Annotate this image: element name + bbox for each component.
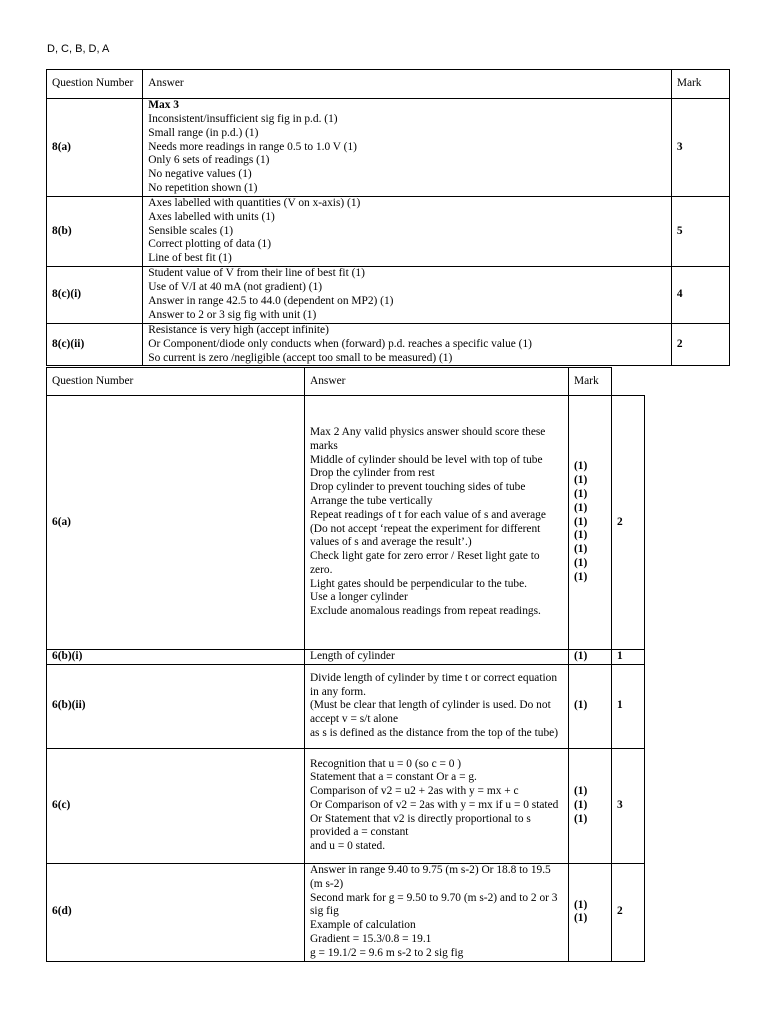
mark-total: 1	[612, 664, 645, 748]
answer-line: Or Component/diode only conducts when (forward) p.d. reaches a specific value (1)	[148, 337, 532, 350]
mark-item: (1)	[574, 785, 588, 798]
mark-total: 3	[612, 748, 645, 863]
answer-line: No negative values (1)	[148, 168, 252, 181]
mark-item: (1)	[574, 812, 588, 825]
mark-item: (1)	[574, 650, 588, 662]
mark-item: (1)	[574, 501, 588, 514]
question-number: 8(c)(ii)	[47, 324, 143, 366]
answer-line: Small range (in p.d.) (1)	[148, 126, 259, 139]
table-row	[47, 267, 730, 324]
answer-line: Divide length of cylinder by time t or correct equation in any form.	[310, 671, 558, 698]
mark-scheme-table-q6	[46, 367, 645, 962]
answer-cell	[143, 197, 672, 267]
answer-line: Use a longer cylinder	[310, 591, 408, 604]
answer-line: as s is defined as the distance from the top of the tube)	[310, 726, 558, 739]
mark-item: (1)	[574, 798, 588, 811]
answer-line: Needs more readings in range 0.5 to 1.0 V (1)	[148, 140, 357, 153]
table-row	[47, 650, 645, 665]
answer-cell	[305, 396, 569, 650]
header-question-number: Question Number	[47, 368, 305, 396]
header-answer: Answer	[305, 368, 569, 396]
answer-line: Sensible scales (1)	[148, 224, 234, 237]
question-number: 6(b)(i)	[47, 650, 305, 665]
answer-key-header: D, C, B, D, A	[47, 43, 110, 55]
mark-column	[569, 748, 612, 863]
mark-scheme-table-q8	[46, 69, 730, 366]
mark-total: 2	[671, 324, 729, 366]
answer-line: Gradient = 15.3/0.8 = 19.1	[310, 932, 432, 945]
header-blank	[612, 368, 645, 396]
question-number: 6(d)	[47, 863, 305, 961]
mark-column	[569, 664, 612, 748]
question-number: 6(a)	[47, 396, 305, 650]
answer-cell	[143, 267, 672, 324]
answer-line: Use of V/I at 40 mA (not gradient) (1)	[148, 281, 323, 294]
mark-item: (1)	[574, 556, 588, 569]
answer-line: Max 2 Any valid physics answer should score these marks	[310, 425, 546, 452]
mark-item: (1)	[574, 543, 588, 556]
answer-line: Exclude anomalous readings from repeat readings.	[310, 605, 541, 618]
answer-line: No repetition shown (1)	[148, 181, 258, 194]
mark-total: 5	[671, 197, 729, 267]
mark-item: (1)	[574, 912, 588, 925]
answer-line: (Do not accept ‘repeat the experiment for different values of s and average the result’.)	[310, 522, 541, 549]
answer-line: Repeat readings of t for each value of s and average	[310, 508, 546, 521]
answer-line: Statement that a = constant Or a = g.	[310, 771, 477, 784]
mark-item: (1)	[574, 460, 588, 473]
answer-line: Answer to 2 or 3 sig fig with unit (1)	[148, 308, 317, 321]
header-answer: Answer	[143, 70, 672, 99]
answer-line: Axes labelled with units (1)	[148, 210, 275, 223]
answer-line: Answer in range 42.5 to 44.0 (dependent on MP2) (1)	[148, 295, 394, 307]
mark-item: (1)	[574, 488, 588, 500]
table-row	[47, 863, 645, 961]
answer-line: Resistance is very high (accept infinite)	[148, 324, 329, 336]
table-row	[47, 324, 730, 366]
header-mark: Mark	[671, 70, 729, 99]
answer-line: Max 3	[148, 99, 179, 112]
mark-total: 4	[671, 267, 729, 324]
answer-line: Answer in range 9.40 to 9.75 (m s-2) Or 18.8 to 19.5 (m s-2)	[310, 864, 551, 890]
answer-line: So current is zero /negligible (accept too small to be measured) (1)	[148, 351, 453, 364]
answer-line: Recognition that u = 0 (so c = 0 )	[310, 757, 462, 770]
answer-cell	[305, 748, 569, 863]
mark-item: (1)	[574, 515, 588, 528]
mark-column	[569, 650, 612, 665]
answer-line: Or Comparison of v2 = 2as with y = mx if u = 0 stated	[310, 798, 559, 811]
answer-line: g = 19.1/2 = 9.6 m s-2 to 2 sig fig	[310, 946, 464, 959]
mark-total: 3	[671, 99, 729, 197]
answer-line: Example of calculation	[310, 919, 416, 932]
answer-line: Inconsistent/insufficient sig fig in p.d. (1)	[148, 113, 338, 125]
table-row	[47, 99, 730, 197]
table-row	[47, 396, 645, 650]
answer-cell	[305, 664, 569, 748]
answer-line: Length of cylinder	[310, 650, 395, 662]
mark-total: 2	[612, 863, 645, 961]
mark-total: 1	[612, 650, 645, 665]
answer-cell	[143, 324, 672, 366]
answer-line: Only 6 sets of readings (1)	[148, 154, 270, 167]
header-question-number: Question Number	[47, 70, 143, 99]
answer-line: Second mark for g = 9.50 to 9.70 (m s-2) and to 2 or 3 sig fig	[310, 891, 558, 918]
mark-total: 2	[612, 396, 645, 650]
answer-line: (Must be clear that length of cylinder is used. Do not accept v = s/t alone	[310, 699, 551, 726]
question-number: 8(a)	[47, 99, 143, 197]
answer-line: and u = 0 stated.	[310, 840, 386, 853]
answer-line: Line of best fit (1)	[148, 252, 232, 265]
answer-line: Arrange the tube vertically	[310, 494, 433, 507]
mark-item: (1)	[574, 699, 588, 712]
table-row	[47, 748, 645, 863]
question-number: 6(b)(ii)	[47, 664, 305, 748]
table-row	[47, 664, 645, 748]
mark-column	[569, 396, 612, 650]
mark-column	[569, 863, 612, 961]
answer-line: Student value of V from their line of best fit (1)	[148, 267, 365, 280]
table-row	[47, 197, 730, 267]
answer-line: Check light gate for zero error / Reset light gate to zero.	[310, 550, 540, 576]
answer-line: Comparison of v2 = u2 + 2as with y = mx + c	[310, 785, 519, 798]
answer-line: Axes labelled with quantities (V on x-axis) (1)	[148, 197, 361, 209]
answer-line: Light gates should be perpendicular to the tube.	[310, 577, 527, 590]
mark-item: (1)	[574, 898, 588, 911]
question-number: 8(c)(i)	[47, 267, 143, 324]
question-number: 8(b)	[47, 197, 143, 267]
header-mark: Mark	[569, 368, 612, 396]
answer-line: Drop the cylinder from rest	[310, 467, 435, 480]
answer-line: Correct plotting of data (1)	[148, 238, 272, 251]
answer-line: Or Statement that v2 is directly proportional to s provided a = constant	[310, 812, 531, 839]
answer-cell	[305, 650, 569, 665]
answer-line: Drop cylinder to prevent touching sides of tube	[310, 481, 526, 494]
question-number: 6(c)	[47, 748, 305, 863]
mark-item: (1)	[574, 570, 588, 583]
mark-item: (1)	[574, 474, 588, 487]
mark-item: (1)	[574, 529, 588, 542]
answer-line: Middle of cylinder should be level with top of tube	[310, 453, 543, 466]
answer-cell	[305, 863, 569, 961]
answer-cell	[143, 99, 672, 197]
